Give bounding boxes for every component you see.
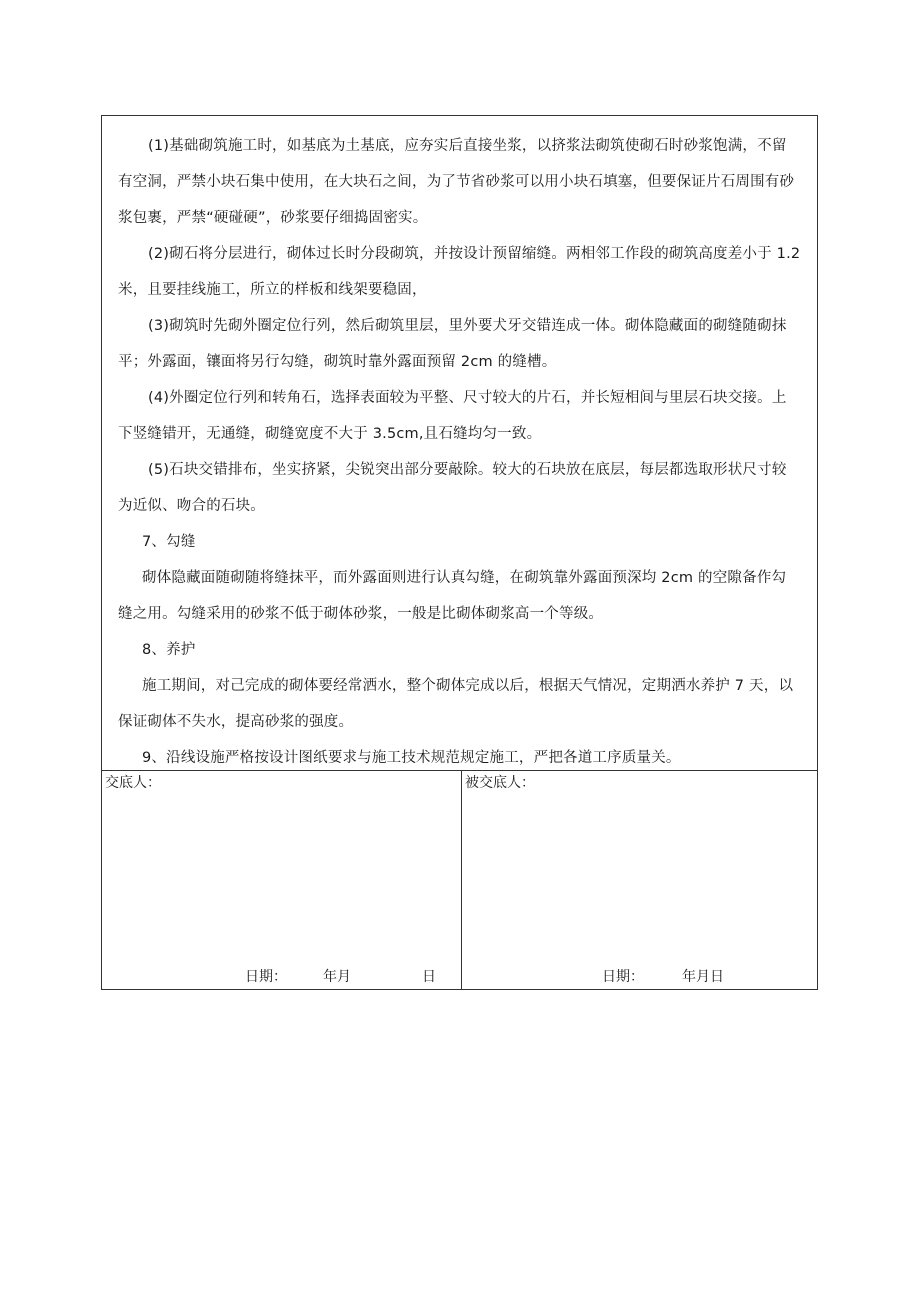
text-line: 平；外露面，镶面将另行勾缝，砌筑时靠外露面预留 2cm 的缝槽。 [118,354,557,370]
text-line: 9、沿线设施严格按设计图纸要求与施工技术规范规定施工，严把各道工序质量关。 [142,750,681,766]
date-year-month-day: 年月日 [682,969,724,985]
discloser-cell [102,771,462,989]
paragraph-3 [102,308,817,380]
paragraph-6 [102,560,817,632]
content-area [102,116,817,771]
text-line: (1)基础砌筑施工时，如基底为土基底，应夯实后直接坐浆，以挤浆法砌筑使砌石时砂浆饱满，不留 [148,138,787,154]
signature-row [102,771,817,989]
date-label: 日期： [602,969,644,985]
paragraph-7 [102,668,817,740]
text-line: 缝之用。勾缝采用的砂浆不低于砌体砂浆，一般是比砌体砌浆高一个等级。 [118,606,604,622]
heading-text: 8、养护 [142,642,196,658]
text-line: 保证砌体不失水，提高砂浆的强度。 [118,714,354,730]
text-line: (3)砌筑时先砌外圈定位行列，然后砌筑里层，里外要犬牙交错连成一体。砌体隐藏面的砌缝随砌抹 [148,318,787,334]
discloser-label: 交底人： [105,775,161,791]
heading-text: 7、勾缝 [142,534,196,550]
paragraph-1 [102,128,817,236]
section-heading-8 [102,632,817,668]
text-line: (5)石块交错排布，坐实挤紧，尖锐突出部分要敲除。较大的石块放在底层，每层都选取形状尺寸较 [148,462,787,478]
paragraph-4 [102,380,817,452]
text-line: 下竖缝错开，无通缝，砌缝宽度不大于 3.5cm,且石缝均匀一致。 [118,426,542,442]
text-line: 施工期间，对己完成的砌体要经常洒水，整个砌体完成以后，根据天气情况，定期洒水养护 7 天，以 [142,678,794,694]
text-line: 有空洞，严禁小块石集中使用，在大块石之间，为了节省砂浆可以用小块石填塞，但要保证片石周围有砂 [118,174,795,190]
text-line: (2)砌石将分层进行，砌体过长时分段砌筑，并按设计预留缩缝。两相邻工作段的砌筑高度差小于 1.2 [148,246,801,262]
date-year-month: 年月 [323,969,351,985]
section-heading-7 [102,524,817,560]
date-label: 日期： [245,969,287,985]
disclosure-sheet [101,115,818,990]
paragraph-2 [102,236,817,308]
text-line: 砌体隐藏面随砌随将缝抹平，而外露面则进行认真勾缝，在砌筑靠外露面预深均 2cm 的空隙备作勾 [142,570,787,586]
text-line: 浆包裹，严禁“硬碰硬”，砂浆要仔细捣固密实。 [118,210,428,226]
date-day: 日 [422,969,436,985]
text-line: (4)外圈定位行列和转角石，选择表面较为平整、尺寸较大的片石，并长短相间与里层石块交接。上 [148,390,787,406]
recipient-label: 被交底人： [465,775,535,791]
recipient-cell [462,771,817,989]
paragraph-5 [102,452,817,524]
text-line: 米，且要挂线施工，所立的样板和线架要稳固， [118,282,427,298]
text-line: 为近似、吻合的石块。 [118,498,265,514]
